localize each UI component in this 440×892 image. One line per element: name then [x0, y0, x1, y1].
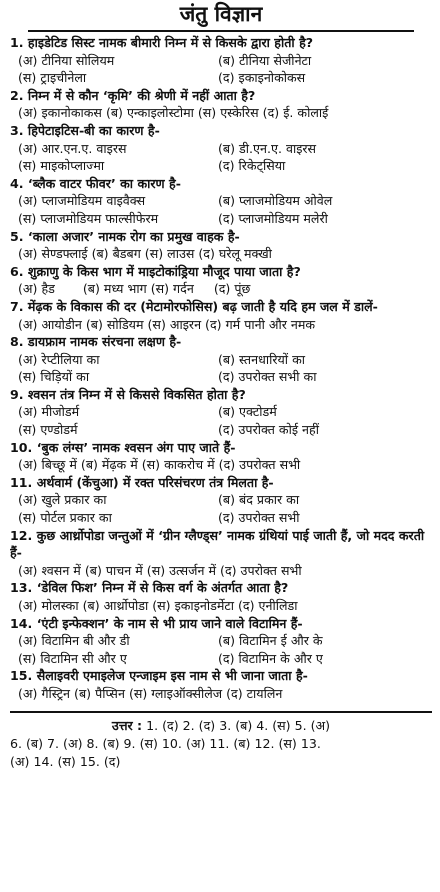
- question-15: [10, 667, 432, 702]
- option: (ब) प्लाजमोडियम ओवेल: [218, 193, 333, 209]
- question-text: 14. ‘एंटी इन्फेक्शन’ के नाम से भी प्राय जाने वाले विटामिन हैं-: [10, 615, 303, 631]
- options-inline: (अ) मोलस्का (ब) आर्थ्रोपोडा (स) इकाइनोडर्मेटा (द) एनीलिडा: [18, 598, 298, 613]
- option-row: [10, 368, 432, 386]
- option: (द) रिकेट्सिया: [218, 158, 286, 174]
- option: (स) ट्राइचीनेला: [18, 70, 87, 86]
- question-13: [10, 579, 432, 614]
- option-row: [10, 157, 432, 175]
- option-row: [10, 632, 432, 650]
- option-row: [10, 69, 432, 87]
- options-inline: (अ) सेण्डफ्लाई (ब) बैडबग (स) लाउस (द) घरेलू मक्खी: [18, 246, 272, 262]
- option-row: [10, 52, 432, 70]
- question-1: [10, 34, 432, 87]
- question-text: 8. डायफ्राम नामक संरचना लक्षण है-: [10, 334, 182, 350]
- question-text: 12. कुछ आर्थ्रोपोडा जन्तुओं में ‘ग्रीन ग्लैण्ड्स’ नामक ग्रंथियां पाई जाती हैं, जो मदद करती हैं-: [10, 527, 425, 561]
- question-text: 15. सैलाइवरी एमाइलेज एन्जाइम इस नाम से भी जाना जाता है-: [10, 668, 308, 684]
- options-inline: (अ) इकानोकाकस (ब) एन्काइलोस्टोमा (स) एस्केरिस (द) ई. कोलाई: [18, 105, 329, 121]
- question-10: [10, 439, 432, 474]
- option: (अ) खुले प्रकार का: [18, 492, 107, 508]
- question-text: 5. ‘काला अजार’ नामक रोग का प्रमुख वाहक है-: [10, 228, 240, 244]
- option-row: [10, 403, 432, 421]
- option-row: [10, 192, 432, 210]
- option: (ब) एक्टोडर्म: [218, 404, 277, 420]
- option: (ब) बंद प्रकार का: [218, 492, 300, 508]
- options-inline: (अ) बिच्छू में (ब) मेंढ़क में (स) काकरोच में (द) उपरोक्त सभी: [18, 457, 301, 473]
- option-row: [10, 351, 432, 369]
- option: (अ) आर.एन.ए. वाइरस: [18, 140, 127, 156]
- answer-line-3: (अ) 14. (स) 15. (द): [10, 753, 121, 769]
- option-row: [10, 104, 432, 122]
- question-5: [10, 228, 432, 263]
- option: (अ) मीजोडर्म: [18, 404, 80, 420]
- question-text: 6. शुक्राणु के किस भाग में माइटोकांड्रिया मौजूद पाया जाता है?: [10, 263, 301, 279]
- question-text: 10. ‘बुक लंग्स’ नामक श्वसन अंग पाए जाते हैं-: [10, 439, 236, 455]
- option: (स) माइकोप्लाज्मा: [18, 158, 105, 174]
- options-inline: (अ) गैस्ट्रिन (ब) पैप्सिन (स) ग्लाइऑक्सीलेज (द) टायलिन: [18, 685, 283, 701]
- question-text: 11. अर्थवार्म (केंचुआ) में रक्त परिसंचरण तंत्र मिलता है-: [10, 474, 274, 490]
- question-4: [10, 175, 432, 228]
- option: (स) प्लाजमोडियम फाल्सीफेरम: [18, 210, 159, 226]
- option-row: [10, 280, 432, 298]
- option: (ब) स्तनधारियों का: [218, 351, 306, 367]
- question-2: [10, 87, 432, 122]
- option: (द) उपरोक्त कोई नहीं: [218, 422, 319, 438]
- options-inline: (अ) हैड (ब) मध्य भाग (स) गर्दन (द) पूंछ: [18, 281, 251, 297]
- option-row: [10, 491, 432, 509]
- option-row: [10, 316, 432, 334]
- question-list: [10, 34, 432, 703]
- answer-text-1: 1. (द) 2. (द) 3. (ब) 4. (स) 5. (अ): [146, 717, 331, 733]
- option: (अ) रेप्टीलिया का: [18, 351, 100, 367]
- options-inline: (अ) श्वसन में (ब) पाचन में (स) उत्सर्जन में (द) उपरोक्त सभी: [18, 562, 302, 578]
- question-text: 1. हाइडेटिड सिस्ट नामक बीमारी निम्न में से किसके द्वारा होती है?: [10, 35, 314, 50]
- question-12: [10, 527, 432, 580]
- option-row: [10, 597, 432, 615]
- page-title: जंतु विज्ञान: [28, 0, 414, 32]
- option: (द) विटामिन के और ए: [218, 650, 323, 666]
- question-text: 7. मेंढ़क के विकास की दर (मेटामोरफोसिस) बढ़ जाती है यदि हम जल में डालें-: [10, 298, 378, 314]
- option-row: [10, 421, 432, 439]
- options-inline: (अ) आयोडीन (ब) सोडियम (स) आइरन (द) गर्म पानी और नमक: [18, 316, 316, 332]
- option: (स) पोर्टल प्रकार का: [18, 510, 112, 526]
- answer-key: [10, 711, 432, 771]
- question-text: 3. हिपेटाइटिस-बी का कारण है-: [10, 122, 160, 138]
- option: (अ) प्लाजमोडियम वाइवैक्स: [18, 193, 146, 209]
- question-text: 13. ‘डेविल फिश’ निम्न में से किस वर्ग के अंतर्गत आता है?: [10, 580, 289, 596]
- option: (ब) टीनिया सेजीनेटा: [218, 52, 312, 68]
- option: (स) एण्डोडर्म: [18, 422, 78, 438]
- question-14: [10, 615, 432, 668]
- answer-line-1: [10, 717, 432, 735]
- option: (स) चिड़ियों का: [18, 369, 90, 385]
- option-row: [10, 562, 432, 580]
- option-row: [10, 685, 432, 703]
- option: (स) विटामिन सी और ए: [18, 650, 127, 666]
- option: (अ) टीनिया सोलियम: [18, 52, 115, 68]
- question-text: 2. निम्न में से कौन ‘कृमि’ की श्रेणी में नहीं आता है?: [10, 87, 256, 103]
- option: (द) प्लाजमोडियम मलेरी: [218, 210, 328, 226]
- option: (ब) डी.एन.ए. वाइरस: [218, 140, 317, 156]
- answer-label: उत्तर :: [111, 717, 143, 733]
- option: (ब) विटामिन ई और के: [218, 633, 323, 649]
- answer-line-2: 6. (ब) 7. (अ) 8. (ब) 9. (स) 10. (अ) 11. (ब) 12. (स) 13.: [10, 735, 321, 751]
- question-text: 9. श्वसन तंत्र निम्न में से किससे विकसित होता है?: [10, 386, 246, 402]
- option-row: [10, 509, 432, 527]
- option: (द) उपरोक्त सभी: [218, 510, 300, 526]
- option-row: [10, 456, 432, 474]
- question-3: [10, 122, 432, 175]
- question-7: [10, 298, 432, 333]
- option-row: [10, 210, 432, 228]
- option: (द) इकाइनोकोकस: [218, 70, 306, 86]
- option: (द) उपरोक्त सभी का: [218, 369, 317, 385]
- option: (अ) विटामिन बी और डी: [18, 633, 130, 649]
- question-8: [10, 333, 432, 386]
- question-6: [10, 263, 432, 298]
- option-row: [10, 245, 432, 263]
- option-row: [10, 140, 432, 158]
- question-11: [10, 474, 432, 527]
- question-9: [10, 386, 432, 439]
- option-row: [10, 650, 432, 668]
- question-text: 4. ‘ब्लैक वाटर फीवर’ का कारण है-: [10, 175, 181, 191]
